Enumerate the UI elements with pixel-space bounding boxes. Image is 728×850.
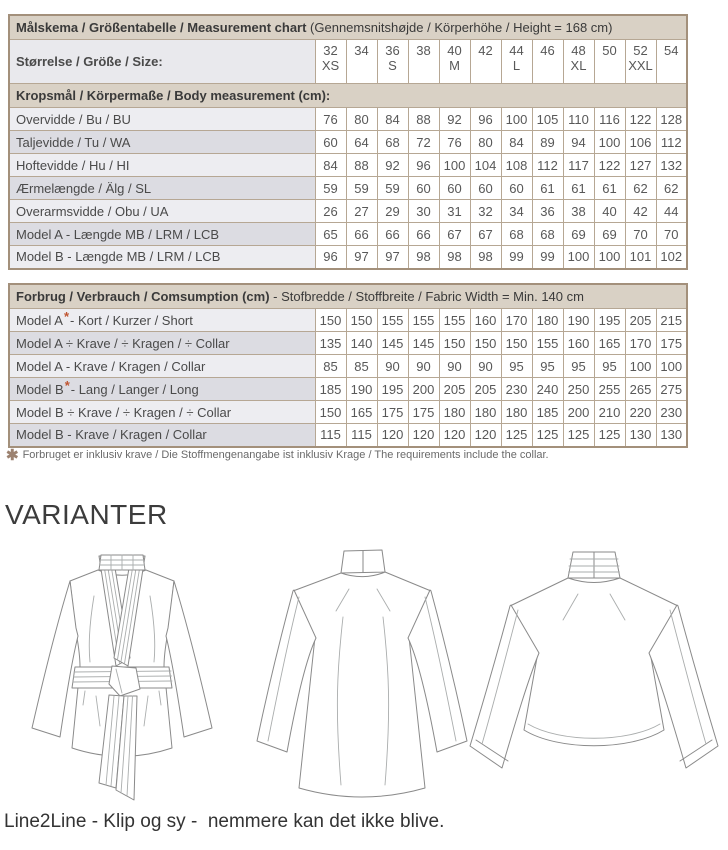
- value-cell: 120: [408, 424, 439, 447]
- row-label: Taljevidde / Tu / WA: [9, 131, 315, 154]
- measurement-table-title: [9, 15, 687, 40]
- value-cell: 97: [377, 246, 408, 269]
- value-cell: 112: [532, 154, 563, 177]
- value-cell: 99: [532, 246, 563, 269]
- value-cell: 205: [439, 378, 470, 401]
- value-cell: 180: [532, 309, 563, 332]
- value-cell: 60: [439, 177, 470, 200]
- value-cell: 90: [470, 355, 501, 378]
- consumption-row: [9, 355, 687, 378]
- value-cell: 29: [377, 200, 408, 223]
- row-label: Ærmelængde / Älg / SL: [9, 177, 315, 200]
- size-number: 46: [540, 43, 555, 58]
- value-cell: 30: [408, 200, 439, 223]
- value-cell: 120: [470, 424, 501, 447]
- consumption-table-title: [9, 284, 687, 309]
- value-cell: 180: [439, 401, 470, 424]
- size-letter: M: [449, 58, 460, 73]
- size-letter: XS: [321, 58, 340, 73]
- value-cell: 68: [501, 223, 532, 246]
- value-cell: 90: [439, 355, 470, 378]
- coat-body: [293, 572, 431, 797]
- model-a-front-wrap-jacket-illustration: [10, 548, 235, 806]
- value-cell: 92: [377, 154, 408, 177]
- row-asterisk-icon: *: [64, 377, 70, 393]
- value-cell: 61: [532, 177, 563, 200]
- size-number: 50: [602, 43, 617, 58]
- size-cell: [594, 40, 625, 84]
- size-cell: [408, 40, 439, 84]
- row-label: Model A - Krave / Kragen / Collar: [9, 355, 315, 378]
- value-cell: 105: [532, 108, 563, 131]
- value-cell: 100: [656, 355, 687, 378]
- value-cell: 26: [315, 200, 346, 223]
- value-cell: 130: [656, 424, 687, 447]
- value-cell: 127: [625, 154, 656, 177]
- value-cell: 99: [501, 246, 532, 269]
- brand-slogan: Line2Line - Klip og sy - nemmere kan det ikke blive.: [4, 811, 445, 832]
- value-cell: 88: [408, 108, 439, 131]
- measurement-row: [9, 246, 687, 269]
- value-cell: 108: [501, 154, 532, 177]
- size-letter: XXL: [628, 58, 653, 73]
- value-cell: 175: [377, 401, 408, 424]
- value-cell: 95: [594, 355, 625, 378]
- value-cell: 84: [501, 131, 532, 154]
- value-cell: 61: [563, 177, 594, 200]
- value-cell: 175: [656, 332, 687, 355]
- value-cell: 76: [439, 131, 470, 154]
- value-cell: 122: [625, 108, 656, 131]
- value-cell: 85: [315, 355, 346, 378]
- value-cell: 104: [470, 154, 501, 177]
- value-cell: 230: [501, 378, 532, 401]
- measurement-row: [9, 154, 687, 177]
- value-cell: 220: [625, 401, 656, 424]
- value-cell: 100: [439, 154, 470, 177]
- value-cell: 275: [656, 378, 687, 401]
- size-letter: S: [388, 58, 397, 73]
- value-cell: 101: [625, 246, 656, 269]
- size-number: 40: [447, 43, 462, 58]
- value-cell: 69: [594, 223, 625, 246]
- value-cell: 76: [315, 108, 346, 131]
- value-cell: 155: [439, 309, 470, 332]
- varianter-heading: VARIANTER: [5, 499, 168, 530]
- value-cell: 100: [501, 108, 532, 131]
- value-cell: 150: [315, 309, 346, 332]
- value-cell: 150: [315, 401, 346, 424]
- value-cell: 150: [346, 309, 377, 332]
- value-cell: 230: [656, 401, 687, 424]
- value-cell: 95: [563, 355, 594, 378]
- value-cell: 90: [377, 355, 408, 378]
- value-cell: 34: [501, 200, 532, 223]
- value-cell: 130: [625, 424, 656, 447]
- value-cell: 145: [377, 332, 408, 355]
- value-cell: 120: [377, 424, 408, 447]
- row-label: Model B ÷ Krave / ÷ Kragen / ÷ Collar: [9, 401, 315, 424]
- value-cell: 64: [346, 131, 377, 154]
- value-cell: 125: [501, 424, 532, 447]
- section-header-row: [9, 84, 687, 108]
- section-label: Kropsmål / Körpermaße / Body measurement (cm):: [9, 84, 687, 108]
- size-number: 52: [633, 43, 648, 58]
- value-cell: 145: [408, 332, 439, 355]
- row-label: Model B*- Lang / Langer / Long: [9, 378, 315, 401]
- value-cell: 125: [532, 424, 563, 447]
- value-cell: 132: [656, 154, 687, 177]
- value-cell: 190: [563, 309, 594, 332]
- left-sleeve: [32, 581, 78, 737]
- value-cell: 117: [563, 154, 594, 177]
- value-cell: 96: [470, 108, 501, 131]
- value-cell: 98: [439, 246, 470, 269]
- value-cell: 89: [532, 131, 563, 154]
- measurement-chart-table: [8, 14, 688, 270]
- value-cell: 125: [563, 424, 594, 447]
- value-cell: 116: [594, 108, 625, 131]
- value-cell: 70: [656, 223, 687, 246]
- value-cell: 92: [439, 108, 470, 131]
- value-cell: 67: [470, 223, 501, 246]
- size-cell: [656, 40, 687, 84]
- value-cell: 84: [377, 108, 408, 131]
- value-cell: 62: [625, 177, 656, 200]
- size-cell: [439, 40, 470, 84]
- value-cell: 160: [470, 309, 501, 332]
- measurement-row: [9, 131, 687, 154]
- value-cell: 150: [439, 332, 470, 355]
- value-cell: 38: [563, 200, 594, 223]
- value-cell: 180: [501, 401, 532, 424]
- value-cell: 122: [594, 154, 625, 177]
- size-letter: L: [512, 58, 521, 73]
- value-cell: 66: [377, 223, 408, 246]
- value-cell: 98: [470, 246, 501, 269]
- value-cell: 120: [439, 424, 470, 447]
- value-cell: 112: [656, 131, 687, 154]
- size-cell: [377, 40, 408, 84]
- size-number: 34: [354, 43, 369, 58]
- value-cell: 170: [501, 309, 532, 332]
- size-number: 32: [323, 43, 338, 58]
- value-cell: 102: [656, 246, 687, 269]
- consumption-table: [8, 283, 688, 448]
- row-label: Model A*- Kort / Kurzer / Short: [9, 309, 315, 332]
- consumption-row: [9, 309, 687, 332]
- value-cell: 160: [563, 332, 594, 355]
- row-label: Model A - Længde MB / LRM / LCB: [9, 223, 315, 246]
- value-cell: 66: [408, 223, 439, 246]
- value-cell: 205: [625, 309, 656, 332]
- size-row-label: Størrelse / Größe / Size:: [9, 40, 315, 84]
- value-cell: 80: [470, 131, 501, 154]
- footnote-text: Forbruget er inklusiv krave / Die Stoffmengenangabe ist inklusiv Krage / The requirements include the collar.: [22, 449, 549, 461]
- size-cell: [315, 40, 346, 84]
- size-number: 44: [509, 43, 524, 58]
- value-cell: 36: [532, 200, 563, 223]
- size-number: 38: [416, 43, 431, 58]
- value-cell: 150: [501, 332, 532, 355]
- measurement-row: [9, 108, 687, 131]
- value-cell: 100: [563, 246, 594, 269]
- row-label: Model B - Krave / Kragen / Collar: [9, 424, 315, 447]
- value-cell: 155: [532, 332, 563, 355]
- value-cell: 44: [656, 200, 687, 223]
- row-asterisk-icon: *: [63, 308, 70, 324]
- size-number: 54: [664, 43, 679, 58]
- row-label: Overarmsvidde / Obu / UA: [9, 200, 315, 223]
- value-cell: 240: [532, 378, 563, 401]
- row-label: Model A ÷ Krave / ÷ Kragen / ÷ Collar: [9, 332, 315, 355]
- size-number: 42: [478, 43, 493, 58]
- value-cell: 60: [470, 177, 501, 200]
- footnote: [6, 446, 549, 464]
- measurement-table-body: [9, 40, 687, 269]
- value-cell: 155: [408, 309, 439, 332]
- value-cell: 106: [625, 131, 656, 154]
- value-cell: 110: [563, 108, 594, 131]
- value-cell: 175: [408, 401, 439, 424]
- size-cell: [346, 40, 377, 84]
- value-cell: 210: [594, 401, 625, 424]
- value-cell: 59: [346, 177, 377, 200]
- value-cell: 60: [501, 177, 532, 200]
- size-cell: [470, 40, 501, 84]
- value-cell: 90: [408, 355, 439, 378]
- consumption-row: [9, 332, 687, 355]
- value-cell: 185: [315, 378, 346, 401]
- value-cell: 250: [563, 378, 594, 401]
- consumption-title-rest: - Stofbredde / Stoffbreite / Fabric Width = Min. 140 cm: [269, 289, 584, 304]
- value-cell: 96: [408, 154, 439, 177]
- consumption-title-bold: Forbrug / Verbrauch / Comsumption (cm): [16, 289, 270, 304]
- value-cell: 66: [346, 223, 377, 246]
- value-cell: 68: [377, 131, 408, 154]
- value-cell: 150: [470, 332, 501, 355]
- value-cell: 69: [563, 223, 594, 246]
- size-cell: [563, 40, 594, 84]
- value-cell: 135: [315, 332, 346, 355]
- measurement-row: [9, 223, 687, 246]
- value-cell: 60: [315, 131, 346, 154]
- value-cell: 170: [625, 332, 656, 355]
- value-cell: 96: [315, 246, 346, 269]
- value-cell: 80: [346, 108, 377, 131]
- value-cell: 205: [470, 378, 501, 401]
- value-cell: 70: [625, 223, 656, 246]
- value-cell: 100: [594, 246, 625, 269]
- measurement-row: [9, 200, 687, 223]
- value-cell: 215: [656, 309, 687, 332]
- jacket-back-short-illustration: [466, 548, 722, 788]
- value-cell: 115: [315, 424, 346, 447]
- value-cell: 72: [408, 131, 439, 154]
- value-cell: 195: [377, 378, 408, 401]
- value-cell: 67: [439, 223, 470, 246]
- size-letter: XL: [570, 58, 587, 73]
- consumption-table-body: [9, 309, 687, 447]
- size-number: 48: [571, 43, 586, 58]
- value-cell: 61: [594, 177, 625, 200]
- value-cell: 165: [594, 332, 625, 355]
- value-cell: 42: [625, 200, 656, 223]
- size-cell: [625, 40, 656, 84]
- value-cell: 265: [625, 378, 656, 401]
- value-cell: 68: [532, 223, 563, 246]
- value-cell: 115: [346, 424, 377, 447]
- size-cell: [501, 40, 532, 84]
- value-cell: 95: [501, 355, 532, 378]
- size-number: 36: [385, 43, 400, 58]
- measurement-title-bold: Målskema / Größentabelle / Measurement chart: [16, 20, 307, 35]
- value-cell: 165: [346, 401, 377, 424]
- measurement-title-rest: (Gennemsnitshøjde / Körperhöhe / Height = 168 cm): [306, 20, 613, 35]
- value-cell: 40: [594, 200, 625, 223]
- footnote-star-icon: ✱: [6, 447, 19, 464]
- value-cell: 100: [594, 131, 625, 154]
- consumption-row: [9, 401, 687, 424]
- value-cell: 95: [532, 355, 563, 378]
- value-cell: 180: [470, 401, 501, 424]
- value-cell: 62: [656, 177, 687, 200]
- value-cell: 100: [625, 355, 656, 378]
- row-label: Model B - Længde MB / LRM / LCB: [9, 246, 315, 269]
- value-cell: 195: [594, 309, 625, 332]
- size-row: [9, 40, 687, 84]
- value-cell: 32: [470, 200, 501, 223]
- value-cell: 85: [346, 355, 377, 378]
- value-cell: 185: [532, 401, 563, 424]
- value-cell: 190: [346, 378, 377, 401]
- value-cell: 84: [315, 154, 346, 177]
- value-cell: 59: [315, 177, 346, 200]
- value-cell: 88: [346, 154, 377, 177]
- consumption-title-row: [9, 284, 687, 309]
- value-cell: 200: [408, 378, 439, 401]
- value-cell: 255: [594, 378, 625, 401]
- value-cell: 98: [408, 246, 439, 269]
- measurement-row: [9, 177, 687, 200]
- value-cell: 125: [594, 424, 625, 447]
- value-cell: 200: [563, 401, 594, 424]
- value-cell: 60: [408, 177, 439, 200]
- value-cell: 128: [656, 108, 687, 131]
- consumption-row: [9, 424, 687, 447]
- row-label: Hoftevidde / Hu / HI: [9, 154, 315, 177]
- model-b-back-long-coat-illustration: [237, 545, 487, 807]
- measurement-title-row: [9, 15, 687, 40]
- size-cell: [532, 40, 563, 84]
- value-cell: 27: [346, 200, 377, 223]
- row-label: Overvidde / Bu / BU: [9, 108, 315, 131]
- value-cell: 94: [563, 131, 594, 154]
- value-cell: 155: [377, 309, 408, 332]
- value-cell: 59: [377, 177, 408, 200]
- right-sleeve: [166, 581, 212, 737]
- value-cell: 31: [439, 200, 470, 223]
- value-cell: 97: [346, 246, 377, 269]
- consumption-row: [9, 378, 687, 401]
- value-cell: 140: [346, 332, 377, 355]
- value-cell: 65: [315, 223, 346, 246]
